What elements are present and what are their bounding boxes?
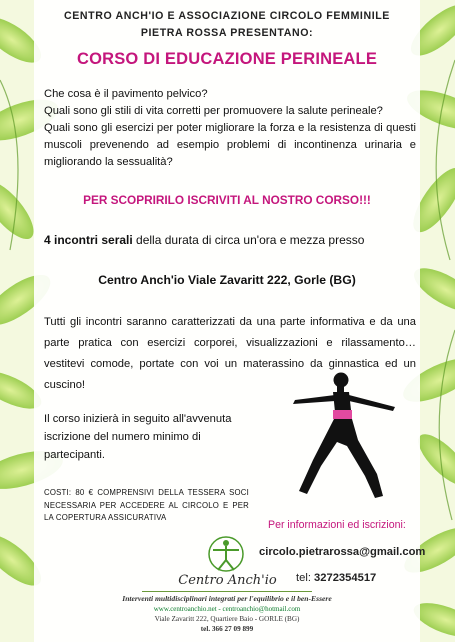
header-line-1: CENTRO ANCH'IO E ASSOCIAZIONE CIRCOLO FEMMINILE <box>64 10 390 22</box>
meetings-detail: della durata di circa un'ora e mezza presso <box>132 233 365 247</box>
footer-tagline: Interventi multidisciplinari integrati per l'equilibrio e il ben-Essere <box>122 594 332 603</box>
meetings-line <box>44 233 364 247</box>
brand-divider <box>142 591 312 592</box>
course-description: Tutti gli incontri saranno caratterizzati da una parte informativa e da una parte pratica con esercizi corporei, visualizzazioni e rilassamento… vestitevi comode, portate con voi un materassino da ginnastica ed un cuscino! <box>44 316 416 391</box>
yoga-woman-figure <box>255 370 415 505</box>
contact-email[interactable]: circolo.pietrarossa@gmail.com <box>259 546 426 558</box>
phone-label: tel: <box>296 572 315 584</box>
question-1: Che cosa è il pavimento pelvico? <box>44 88 208 100</box>
footer-address: Viale Zavaritt 222, Quartiere Baio - GORLE (BG) <box>154 615 300 623</box>
question-3: Quali sono gli esercizi per poter migliorare la forza e la resistenza di questi muscoli prevenendo ad esempio problemi di incontinenza urinaria e migliorando la sessualità? <box>44 122 416 168</box>
meetings-count: 4 incontri serali <box>44 233 133 247</box>
venue-address: Centro Anch'io Viale Zavaritt 222, Gorle (BG) <box>98 273 356 287</box>
header-line-2: PIETRA ROSSA PRESENTANO: <box>140 27 314 39</box>
figure-belt <box>333 410 352 419</box>
page-title: CORSO DI EDUCAZIONE PERINEALE <box>76 50 378 68</box>
brand-name: Centro Anch'io <box>178 573 277 588</box>
contact-phone <box>296 572 376 584</box>
call-to-action: PER SCOPRIRILO ISCRIVITI AL NOSTRO CORSO!!! <box>83 193 371 207</box>
phone-number: 3272354517 <box>314 572 377 584</box>
vitruvian-man-icon <box>205 533 247 575</box>
footer-phone: tel. 366 27 09 899 <box>200 625 254 633</box>
question-2: Quali sono gli stili di vita corretti per promuovere la salute perineale? <box>44 105 383 117</box>
costs-note: COSTI: 80 € COMPRENSIVI DELLA TESSERA SOCI NECESSARIA PER ACCEDERE AL CIRCOLO E PER LA COPERTURA ASSICURATIVA <box>44 488 249 522</box>
start-note: Il corso inizierà in seguito all'avvenuta iscrizione del numero minimo di partecipanti. <box>44 413 232 461</box>
footer-web[interactable]: www.centroanchio.net - centroanchio@hotmail.com <box>153 605 301 613</box>
contact-heading: Per informazioni ed iscrizioni: <box>268 519 406 531</box>
